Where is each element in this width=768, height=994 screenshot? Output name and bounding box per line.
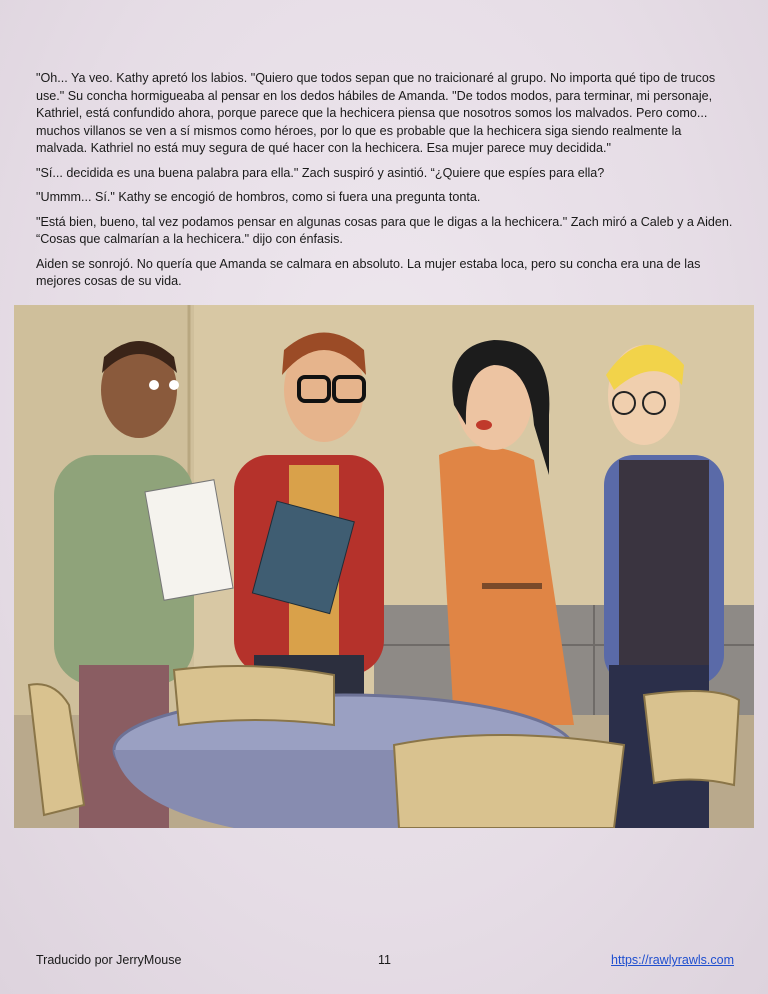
paragraph-2: "Sí... decidida es una buena palabra para ella." Zach suspiró y asintió. “¿Quiere que espíes para ella?	[36, 165, 605, 180]
website-link[interactable]: https://rawlyrawls.com	[611, 953, 734, 967]
paragraph-3: "Ummm... Sí." Kathy se encogió de hombros, como si fuera una pregunta tonta.	[36, 190, 481, 204]
paragraph-5: Aiden se sonrojó. No quería que Amanda se calmara en absoluto. La mujer estaba loca, pero su concha era una de las mejores cosas de su vida.	[36, 256, 701, 288]
translator-credit: Traducido por JerryMouse	[36, 953, 182, 967]
paragraph-4: "Está bien, bueno, tal vez podamos pensar en algunas cosas para que le digas a la hechicera." Zach miró a Caleb y a Aiden. “Cosas que calmarían a la hechicera." dijo con énfasis.	[36, 214, 733, 246]
paragraph-1: "Oh... Ya veo. Kathy apretó los labios. "Quiero que todos sepan que no traicionaré al grupo. No importa qué tipo de trucos use." Su concha hormigueaba al pensar en los dedos hábiles de Amanda. "De todos modos, para terminar, mi personaje, Kathriel, está confundido ahora, porque parece que la hechicera piensa que nosotros somos los malvados. Pero como... muchos villanos se ven a sí mismos como héroes, por lo que es probable que la hechicera siga siendo realmente la malvada. Kathriel no está muy segura de qué hacer con la hechicera. Esa mujer parece muy decidida."	[36, 71, 716, 155]
page-number: 11	[378, 953, 391, 967]
page-footer	[36, 953, 734, 971]
story-text	[36, 70, 736, 298]
comic-illustration	[14, 305, 754, 828]
